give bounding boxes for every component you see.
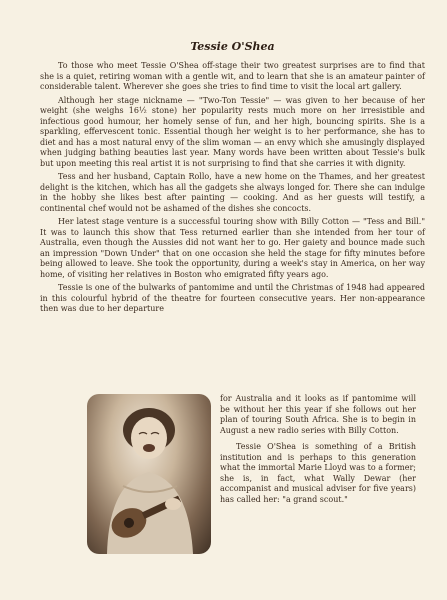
portrait-photo <box>87 394 211 554</box>
paragraph-1: To those who meet Tessie O'Shea off-stage their two greatest surprises are to find that she is a quiet, retiring woman with a gentle wit, and to learn that she is an amateur painter of considerable talent. Wherever she goes she tries to find time to visit the local art gallery. <box>40 61 425 91</box>
singer-with-ukulele-illustration <box>87 394 211 554</box>
paragraph-2: Although her stage nickname — "Two-Ton Tessie" — was given to her because of her weight (she weighs 16½ stone) her popularity rests much more on her irresistible and infectious good humour, her homely sense of fun, and her high, bouncing spirits. She is a sparkling, effervescent tonic. Essential though her weight is to her performance, she has to diet and has a most natural envy of the slim woman — an envy which she amusingly displayed when judging bathing beauties last year. Many words have been written about Tessie's bulk but upon meeting this real artist it is not surprising to find that she carries it with dignity. <box>40 95 425 168</box>
right-column <box>220 394 416 508</box>
paragraph-5-continued: for Australia and it looks as if pantomime will be without her this year if she follows out her plan of touring South Africa. She is to begin in August a new radio series with Billy Cotton. <box>220 394 416 435</box>
paragraph-6: Tessie O'Shea is something of a British institution and is perhaps to this generation what the immortal Marie Lloyd was to a former; she is, in fact, what Wally Dewar (her accompanist and musical adviser for five years) has called her: "a grand scout." <box>220 442 416 504</box>
article-body <box>40 61 425 315</box>
paragraph-3: Tess and her husband, Captain Rollo, have a new home on the Thames, and her greatest delight is the kitchen, which has all the gadgets she always longed for. There she can indulge in the hobby she likes best after painting — cooking. And as her guests will testify, a continental chef would not be ashamed of the dishes she concocts. <box>40 172 425 213</box>
paragraph-5: Tessie is one of the bulwarks of pantomime and until the Christmas of 1948 had appeared in this colourful hybrid of the theatre for fourteen consecutive years. Her non-appearance then was due to her departure <box>40 283 425 313</box>
article-title: Tessie O'Shea <box>190 40 275 53</box>
paragraph-4: Her latest stage venture is a successful touring show with Billy Cotton — "Tess and Bill." It was to launch this show that Tess returned earlier than she intended from her tour of Australia, even though the Aussies did not want her to go. Her gaiety and bounce made such an impression "Down Under" that on one occasion she held the stage for fifty minutes before being allowed to leave. She took the opportunity, during a week's stay in America, on her way home, of visiting her relatives in Boston who emigrated fifty years ago. <box>40 217 425 279</box>
